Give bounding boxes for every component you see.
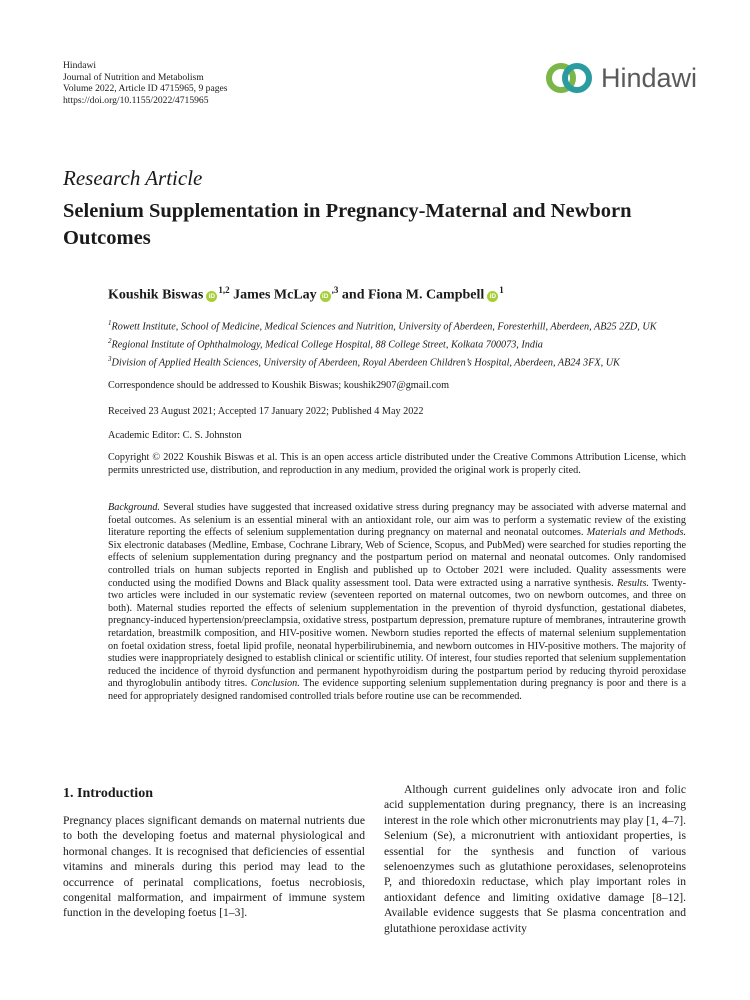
orcid-icon[interactable]: iD: [206, 291, 217, 302]
article-title: Selenium Supplementation in Pregnancy-Maternal and Newborn Outcomes: [63, 200, 632, 249]
doi-link[interactable]: https://doi.org/10.1155/2022/4715965: [63, 94, 209, 106]
body-column-right: Although current guidelines only advocate iron and folic acid supplementation during pregnancy, there is an increasing interest in the role which other micronutrients may play [1, 4–7]. Selenium (Se), a micronutrient with antioxidant properties, is essential for the synthesis and function of various selenoenzymes such as glutathione peroxidases, selenoproteins P, and thioredoxin reductase, which play important roles in antioxidant defence and limiting oxidative damage [8–12]. Available evidence suggests that Se plasma concentration and glutathione peroxidase activity: [384, 783, 686, 935]
author-affil: 1: [499, 285, 504, 295]
abstract-results: Twenty-two articles were included in our systematic review (seventeen reported on maternal outcomes, two on newborn outcomes, and three on both). Maternal studies reported the effects of selenium supplementation in the prevention of thyroid dysfunction, gestational diabetes, pregnancy-induced hypertension/preeclampsia, oxidative stress, postpartum depression, premature rupture of membranes, intrauterine growth retardation, breastmilk composition, and HIV-positive women. Newborn studies reported the effects of maternal selenium supplementation on foetal oxidation stress, foetal lipid profile, neonatal hyperbilirubinemia, and newborn outcomes in HIV-positive mothers. The majority of studies were inappropriately designed to establish clinical or scientific utility. Of interest, four studies reported that selenium supplementation reduced the incidence of thyroid dysfunction and permanent hypothyroidism during the postpartum period by reducing thyroid peroxidase and thyroglobulin antibody titres.: [108, 577, 686, 690]
author-name[interactable]: James McLay: [233, 287, 317, 303]
hindawi-logo-icon: [545, 60, 593, 96]
journal-header: [63, 60, 228, 106]
affiliation: $^2$Regional Institute of Ophthalmology, Medical College Hospital, 88 College Street, Kolkata 700073, India: [108, 336, 543, 351]
academic-editor: Academic Editor: C. S. Johnston: [108, 430, 242, 441]
author-name[interactable]: Koushik Biswas: [108, 287, 204, 303]
author-name[interactable]: Fiona M. Campbell: [368, 287, 485, 303]
orcid-icon[interactable]: iD: [487, 291, 498, 302]
affiliations: [108, 317, 688, 371]
abstract-background-label: Background.: [108, 502, 160, 513]
abstract-results-label: Results.: [617, 577, 649, 589]
abstract-background: Several studies have suggested that increased oxidative stress during pregnancy may be associated with adverse maternal and foetal outcomes. As selenium is an essential mineral with an antioxidant role, our aim was to perform a systematic review of the existing literature reporting the effects of selenium supplementation during pregnancy on maternal and neonatal outcomes.: [108, 502, 686, 539]
copyright-notice: Copyright © 2022 Koushik Biswas et al. This is an open access article distributed under the Creative Commons Attribution License, which permits unrestricted use, distribution, and reproduction in any medium, provided the original work is properly cited.: [108, 452, 686, 476]
orcid-icon[interactable]: iD: [320, 291, 331, 302]
volume-info: Volume 2022, Article ID 4715965, 9 pages: [63, 83, 228, 95]
correspondence[interactable]: Correspondence should be addressed to Koushik Biswas; koushik2907@gmail.com: [108, 380, 449, 391]
section-heading: 1. Introduction: [63, 786, 153, 801]
affiliation: $^3$Division of Applied Health Sciences, University of Aberdeen, Royal Aberdeen Children’s Hospital, Aberdeen, AB24 3FX, UK: [108, 354, 620, 369]
abstract-methods-label: Materials and Methods.: [586, 527, 687, 539]
abstract-conclusion: The evidence supporting selenium supplementation during pregnancy is poor and there is a need for appropriately designed randomised controlled trials before routine use can be recommended.: [108, 678, 686, 702]
author-list: Koushik Biswas iD$^{1,2}$ James McLay $iD^{,3}$ and Fiona M. Campbell $iD^1$: [108, 285, 504, 303]
abstract-conclusion-label: Conclusion.: [250, 678, 300, 690]
author-affil: 3: [333, 285, 339, 295]
hindawi-logo-text: Hindawi: [601, 62, 698, 93]
hindawi-logo[interactable]: [545, 60, 697, 96]
author-affil: 1,2: [218, 285, 230, 295]
body-column-left: Pregnancy places significant demands on maternal nutrients due to both the developing foetus and maternal physiological and hormonal changes. It is recognised that deficiencies of essential vitamins and minerals during this period may lead to the occurrence of perinatal complications, foetus necrobiosis, congenital malformation, and impairment of immune system function in the developing foetus [1–3].: [63, 814, 365, 920]
journal-name: Journal of Nutrition and Metabolism: [63, 71, 204, 83]
publication-dates: Received 23 August 2021; Accepted 17 January 2022; Published 4 May 2022: [108, 406, 424, 417]
affiliation: $^1$Rowett Institute, School of Medicine, Medical Sciences and Nutrition, University of Aberdeen, Foresterhill, Aberdeen, AB25 2ZD, UK: [108, 319, 657, 333]
abstract: [108, 502, 686, 704]
article-type: Research Article: [63, 166, 203, 190]
publisher-name: Hindawi: [63, 60, 97, 71]
abstract-methods: Six electronic databases (Medline, Embase, Cochrane Library, Web of Science, Scopus, and PubMed) were searched for studies reporting the effects of selenium supplementation during pregnancy and the postpartum period on maternal and neonatal outcomes. Only randomised controlled trials on human subjects reported in English and published up to October 2021 were included. Quality assessments were conducted using the modified Downs and Black quality assessment tool. Data were extracted using a narrative synthesis.: [108, 539, 686, 589]
author-and: and: [341, 287, 365, 303]
